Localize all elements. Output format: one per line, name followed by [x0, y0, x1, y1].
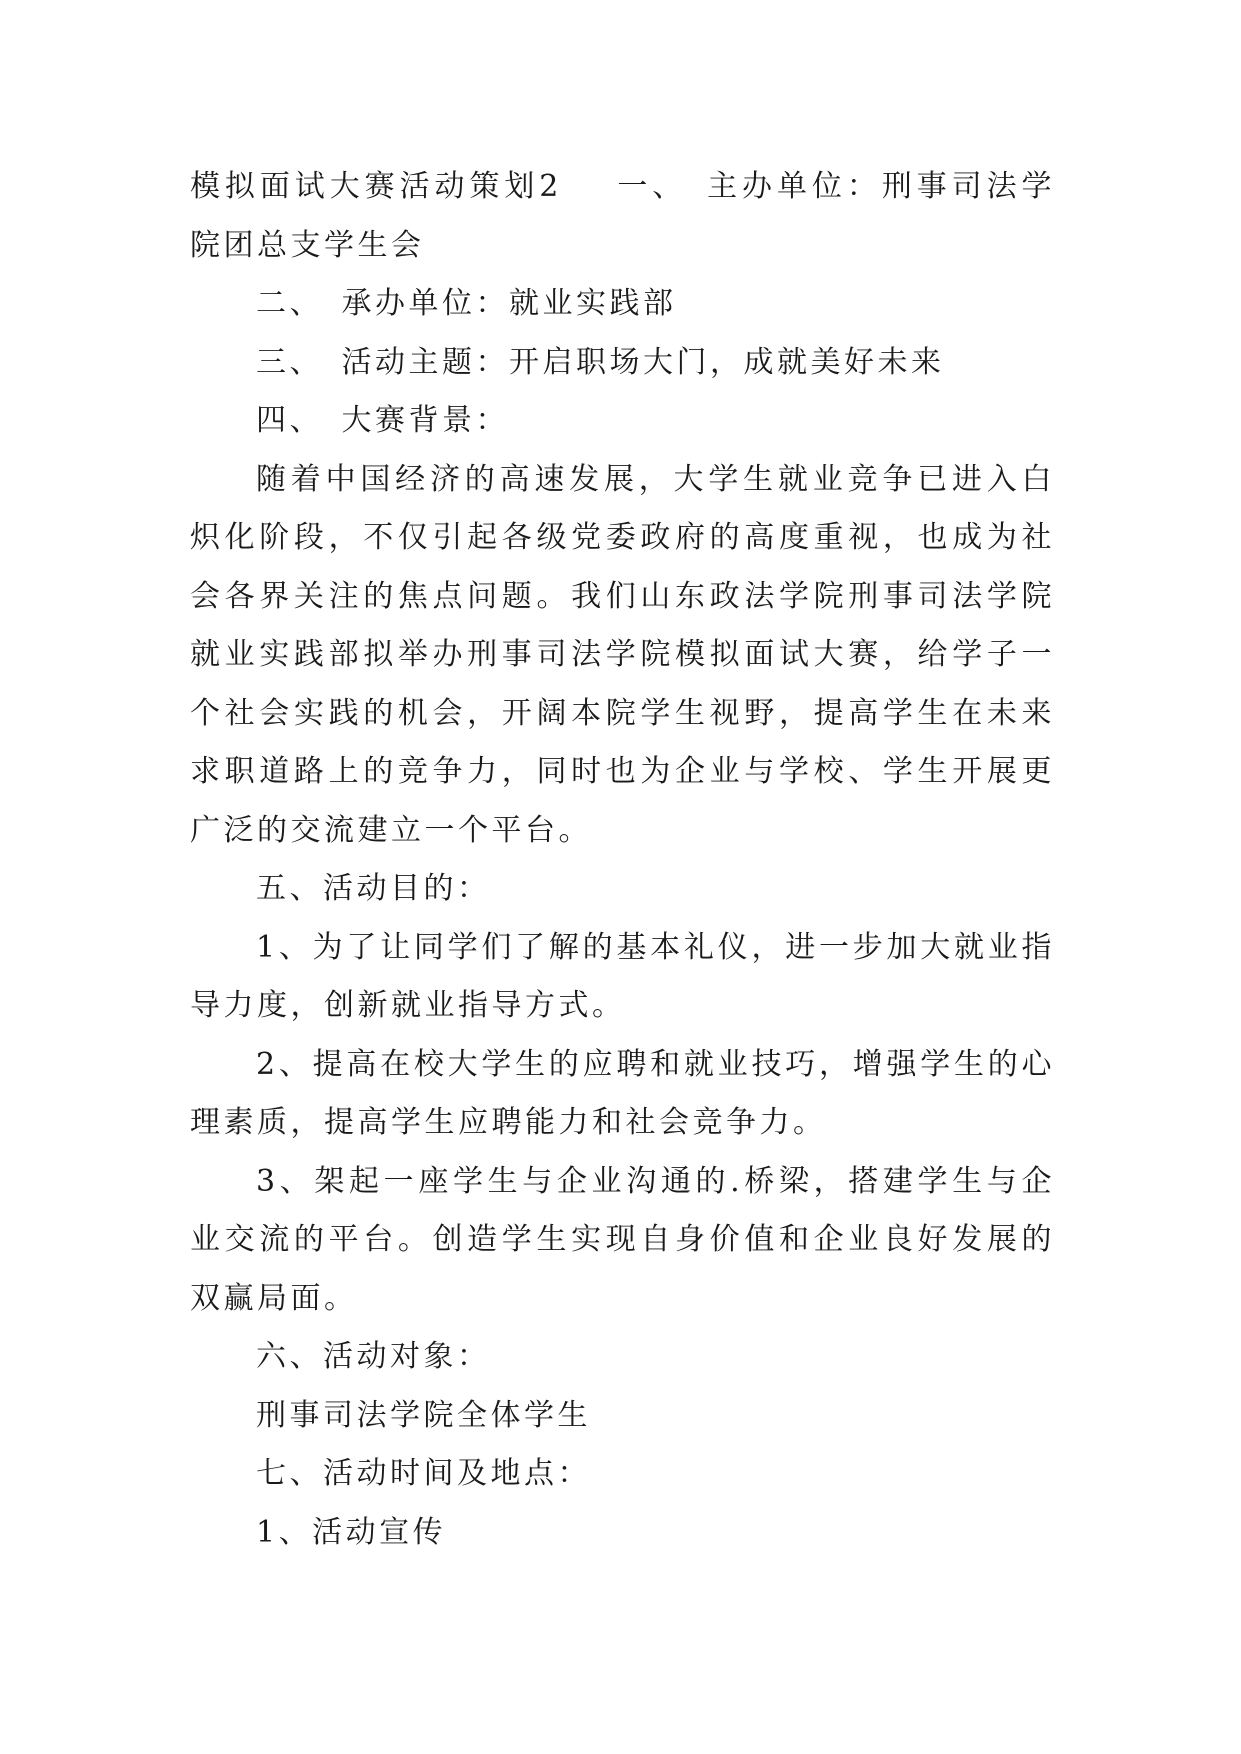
purpose-item-2: 2、提高在校大学生的应聘和就业技巧，增强学生的心理素质，提高学生应聘能力和社会竞争力。: [190, 1046, 1055, 1140]
section-background-heading: 四、 大赛背景：: [256, 403, 509, 438]
purpose-item-3: 3、架起一座学生与企业沟通的.桥梁，搭建学生与企业交流的平台。创造学生实现自身价值和企业良好发展的双赢局面。: [190, 1163, 1055, 1316]
section-theme: 三、 活动主题：开启职场大门，成就美好未来: [256, 344, 945, 380]
section-organizer: 一、 主办单位：刑事司法学院团总支学生会: [190, 169, 1056, 263]
background-paragraph: 随着中国经济的高速发展，大学生就业竞争已进入白炽化阶段，不仅引起各级党委政府的高度重视，也成为社会各界关注的焦点问题。我们山东政法学院刑事司法学院就业实践部拟举办刑事司法学院模拟面试大赛，给学子一个社会实践的机会，开阔本院学生视野，提高学生在未来求职道路上的竞争力，同时也为企业与学校、学生开展更广泛的交流建立一个平台。: [190, 461, 1055, 848]
document-body: [190, 158, 1055, 1562]
section-undertaker: 二、 承办单位：就业实践部: [256, 286, 677, 321]
section-time-place-heading: 七、活动时间及地点：: [256, 1456, 591, 1491]
title-line: [190, 158, 1055, 275]
purpose-item-1: 1、为了让同学们了解的基本礼仪，进一步加大就业指导力度，创新就业指导方式。: [190, 929, 1055, 1023]
section-audience-heading: 六、活动对象：: [256, 1339, 491, 1374]
audience-text: 刑事司法学院全体学生: [256, 1397, 591, 1433]
document-title: 模拟面试大赛活动策划2: [190, 169, 562, 204]
section-purpose-heading: 五、活动目的：: [256, 871, 491, 906]
time-place-item-1: 1、活动宣传: [256, 1514, 447, 1550]
